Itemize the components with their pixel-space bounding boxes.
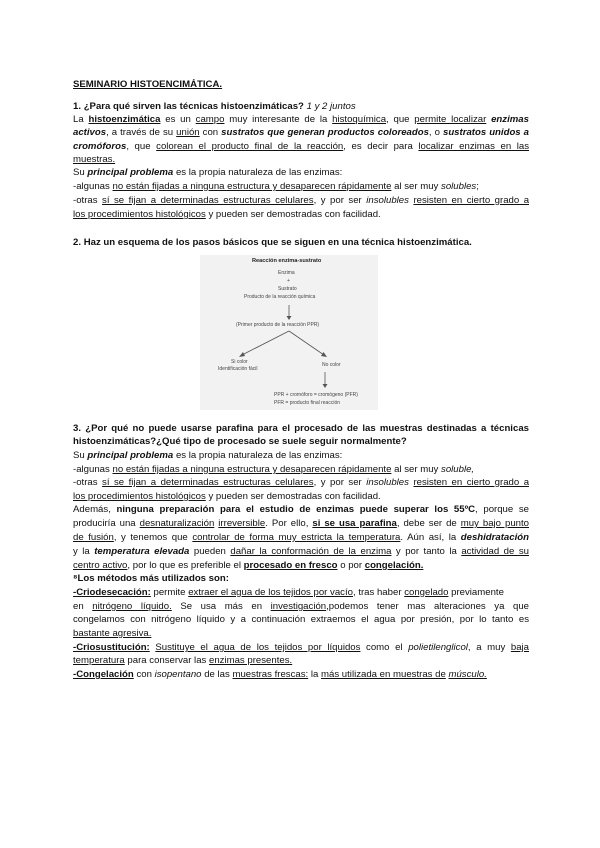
answer-3-line-1: Su principal problema es la propia naturaleza de las enzimas:: [73, 450, 343, 461]
diagram-chromogen-label: PPR + cromóforo = cromógeno (PFR): [274, 392, 358, 398]
answer-1-line-1: La histoenzimática es un campo muy interesante de la histoquímica, que permite localizar enzimas: [73, 114, 529, 125]
question-1-heading: 1. ¿Para qué sirven las técnicas histoenzimáticas? 1 y 2 juntos: [73, 101, 356, 112]
methods-line-4: bastante agresiva.: [73, 628, 152, 639]
answer-1-line-7: -otras sí se fijan a determinadas estructuras celulares, y por ser insolubles resisten en cierto grado a: [73, 195, 529, 206]
answer-1-line-2: activos, a través de su unión con sustratos que generan productos coloreados, o sustratos unidos a: [73, 127, 529, 138]
answer-1-line-6: -algunas no están fijadas a ninguna estructura y desaparecen rápidamente al ser muy solubles;: [73, 181, 479, 192]
answer-3-line-6: produciría una desnaturalización irreversible. Por ello, si se usa parafina, debe ser de muy bajo punto: [73, 518, 529, 529]
methods-line-5: -Criosustitución: Sustituye el agua de los tejidos por líquidos como el polietilenglicol, a muy baja: [73, 642, 529, 653]
answer-1-line-4: muestras.: [73, 154, 116, 165]
question-3-heading-line-1: 3. ¿Por qué no puede usarse parafina para el procesado de las muestras destinadas a técnicas: [73, 423, 529, 434]
methods-line-1: -Criodesecación: permite extraer el agua de los tejidos por vacío, tras haber congelado previamente: [73, 587, 504, 598]
methods-heading: ⁸Los métodos más utilizados son:: [73, 573, 229, 584]
diagram-no-color-label: No color: [322, 362, 341, 368]
methods-line-7: -Congelación con isopentano de las muestras frescas: la más utilizada en muestras de músculo.: [73, 669, 487, 680]
methods-line-6: temperatura para conservar las enzimas presentes.: [73, 655, 293, 666]
diagram-identification-label: Identificación fácil: [218, 366, 258, 372]
document-title: SEMINARIO HISTOENCIMÁTICA.: [73, 79, 223, 90]
answer-3-line-5: Además, ninguna preparación para el estudio de enzimas puede superar los 55ºC, porque se: [73, 504, 529, 515]
diagram-product-label: Producto de la reacción química: [244, 294, 316, 300]
diagram-substrate-label: Sustrato: [278, 286, 297, 292]
answer-1-line-5: Su principal problema es la propia naturaleza de las enzimas:: [73, 167, 343, 178]
diagram-plus-label: +: [287, 278, 290, 284]
answer-3-line-4: los procedimientos histológicos y pueden ser demostradas con facilidad.: [73, 491, 381, 502]
diagram-title: Reacción enzima-sustrato: [252, 258, 322, 264]
question-2-heading: 2. Haz un esquema de los pasos básicos que se siguen en una técnica histoenzimática.: [73, 237, 472, 248]
answer-1-line-8: los procedimientos histológicos y pueden ser demostradas con facilidad.: [73, 209, 381, 220]
diagram-ppr-label: (Primer producto de la reacción PPR): [236, 322, 320, 328]
answer-3-line-9: centro activo, por lo que es preferible el procesado en fresco o por congelación.: [73, 560, 424, 571]
diagram-si-color-label: Si color: [231, 359, 248, 365]
diagram-pfr-label: PFR = producto final reacción: [274, 400, 341, 406]
methods-line-2: en nitrógeno líquido. Se usa más en investigación,podemos tener mas alteraciones ya que: [73, 601, 529, 612]
answer-3-line-7: de fusión, y tenemos que controlar de forma muy estricta la temperatura. Aún así, la deshidratación: [73, 532, 529, 543]
enzyme-reaction-diagram: [200, 255, 378, 410]
answer-3-line-3: -otras sí se fijan a determinadas estructuras celulares, y por ser insolubles resisten en cierto grado a: [73, 477, 529, 488]
methods-line-3: congelamos con nitrógeno líquido y a continuación extraemos el agua por presión, por lo tanto es: [73, 614, 529, 625]
question-3-heading-line-2: histoenzimáticas?¿Qué tipo de procesado se suele seguir normalmente?: [73, 436, 407, 447]
answer-3-line-2: -algunas no están fijadas a ninguna estructura y desaparecen rápidamente al ser muy soluble,: [73, 464, 475, 475]
answer-3-line-8: y la temperatura elevada pueden dañar la conformación de la enzima y por tanto la actividad de su: [73, 546, 529, 557]
diagram-enzyme-label: Enzima: [278, 270, 295, 276]
answer-1-line-3: cromóforos, que colorean el producto final de la reacción, es decir para localizar enzimas en las: [73, 141, 529, 152]
